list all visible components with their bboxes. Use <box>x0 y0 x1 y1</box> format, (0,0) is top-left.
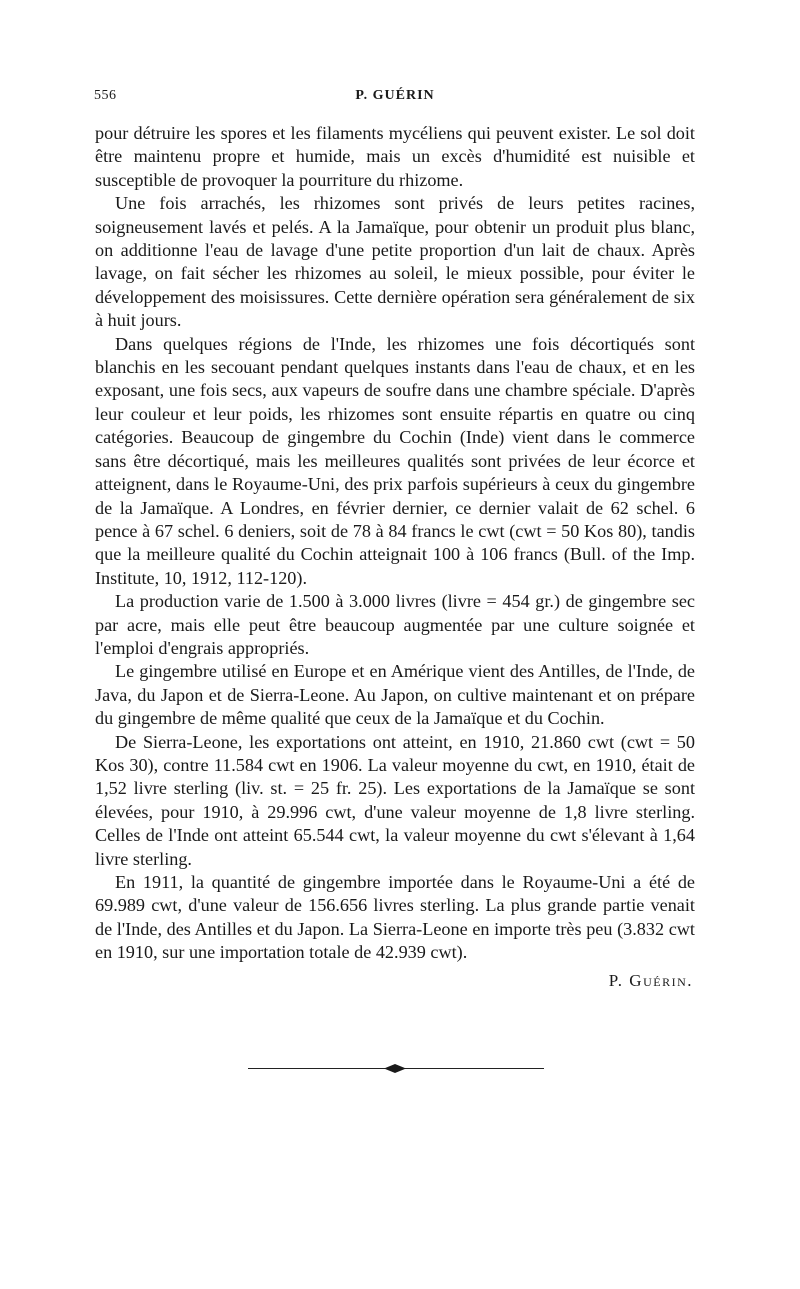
author-signature <box>95 971 695 991</box>
paragraph-5: Le gingembre utilisé en Europe et en Amérique vient des Antilles, de l'Inde, de Java, du Japon et de Sierra-Leone. Au Japon, on cultive maintenant et on prépare du gingembre de même qualité que ceux de la Jamaïque et du Cochin. <box>95 661 695 729</box>
article-body <box>95 122 695 965</box>
paragraph-2: Une fois arrachés, les rhizomes sont privés de leurs petites racines, soigneusement lavés et pelés. A la Jamaïque, pour obtenir un produit plus blanc, on additionne l'eau de lavage d'une petite proportion d'un lait de chaux. Après lavage, on fait sécher les rhizomes au soleil, le mieux possible, pour éviter le développement des moisissures. Cette dernière opération sera généralement de six à huit jours. <box>95 193 695 331</box>
page <box>95 88 695 991</box>
end-ornament <box>248 1064 544 1074</box>
diamond-ornament-icon <box>384 1064 406 1073</box>
paragraph-3: Dans quelques régions de l'Inde, les rhizomes une fois décortiqués sont blanchis en les secouant pendant quelques instants dans l'eau de chaux, et en les exposant, une fois secs, aux vapeurs de soufre dans une chambre spéciale. D'après leur couleur et leur poids, les rhizomes sont ensuite répartis en quatre ou cinq catégories. Beaucoup de gingembre du Cochin (Inde) vient dans le commerce sans être décortiqué, mais les meilleures qualités sont privées de leur écorce et atteignent, dans le Royaume-Uni, des prix parfois supérieurs à ceux du gingembre de la Jamaïque. A Londres, en février dernier, ce dernier valait de 62 schel. 6 pence à 67 schel. 6 deniers, soit de 78 à 84 francs le cwt (cwt = 50 Kos 80), tandis que la meilleure qualité du Cochin atteignait 100 à 106 francs (Bull. of the Imp. Institute, 10, 1912, 112-120). <box>95 333 695 588</box>
paragraph-1: pour détruire les spores et les filaments mycéliens qui peuvent exister. Le sol doit être maintenu propre et humide, mais un excès d'humidité est nuisible et susceptible de provoquer la pourriture du rhizome. <box>95 123 695 190</box>
paragraph-4: La production varie de 1.500 à 3.000 livres (livre = 454 gr.) de gingembre sec par acre, mais elle peut être beaucoup augmentée par une culture soignée et l'emploi d'engrais appropriés. <box>95 591 695 658</box>
paragraph-6: De Sierra-Leone, les exportations ont atteint, en 1910, 21.860 cwt (cwt = 50 Kos 30), contre 11.584 cwt en 1906. La valeur moyenne du cwt, en 1910, était de 1,52 livre sterling (liv. st. = 25 fr. 25). Les exportations de la Jamaïque se sont élevées, pour 1910, à 29.996 cwt, d'une valeur moyenne de 1,8 livre sterling. Celles de l'Inde ont atteint 65.544 cwt, la valeur moyenne du cwt s'élevant à 1,64 livre sterling. <box>95 731 695 869</box>
page-number: 556 <box>94 88 117 103</box>
paragraph-7: En 1911, la quantité de gingembre importée dans le Royaume-Uni a été de 69.989 cwt, d'une valeur de 156.656 livres sterling. La plus grande partie venait de l'Inde, des Antilles et du Japon. La Sierra-Leone en importe très peu (3.832 cwt en 1910, sur une importation totale de 42.939 cwt). <box>95 872 695 963</box>
signature-text: P. Guérin. <box>608 970 693 990</box>
running-head <box>95 88 695 114</box>
running-title: P. GUÉRIN <box>355 88 435 103</box>
